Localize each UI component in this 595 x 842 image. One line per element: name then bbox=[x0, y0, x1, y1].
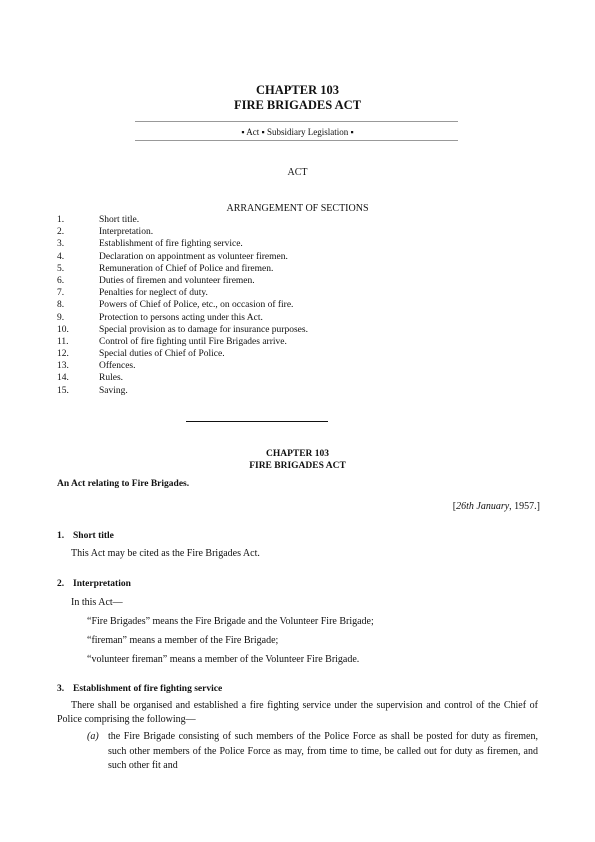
toc-item-title[interactable]: Powers of Chief of Police, etc., on occasion of fire. bbox=[99, 300, 294, 311]
toc-item-title[interactable]: Establishment of fire fighting service. bbox=[99, 239, 243, 250]
toc-item-number: 13. bbox=[57, 361, 69, 372]
toc-item-title[interactable]: Short title. bbox=[99, 215, 140, 225]
toc-item-title[interactable]: Special provision as to damage for insurance purposes. bbox=[99, 324, 308, 335]
toc-item[interactable] bbox=[57, 336, 477, 348]
header-rule-bottom bbox=[135, 140, 458, 141]
toc-item-title[interactable]: Interpretation. bbox=[99, 227, 154, 238]
toc-item[interactable] bbox=[57, 251, 477, 263]
toc-item-title[interactable]: Penalties for neglect of duty. bbox=[99, 288, 208, 299]
toc-item-number: 3. bbox=[57, 239, 65, 250]
section-1-text: This Act may be cited as the Fire Brigades Act. bbox=[71, 548, 260, 559]
act-heading: ACT bbox=[287, 167, 308, 178]
toc-item[interactable] bbox=[57, 214, 477, 226]
act-name-title: FIRE BRIGADES ACT bbox=[233, 98, 362, 112]
toc-item-title[interactable]: Remuneration of Chief of Police and firemen. bbox=[99, 263, 274, 274]
toc-item[interactable] bbox=[57, 299, 477, 311]
toc-item-title[interactable]: Special duties of Chief of Police. bbox=[99, 349, 225, 360]
toc-item-number: 10. bbox=[57, 324, 69, 335]
arrangement-heading: ARRANGEMENT OF SECTIONS bbox=[226, 203, 369, 214]
toc-item[interactable] bbox=[57, 287, 477, 299]
section-divider bbox=[186, 421, 328, 422]
toc-item-number: 12. bbox=[57, 349, 69, 360]
toc-item[interactable] bbox=[57, 385, 477, 397]
toc-item-number: 8. bbox=[57, 300, 65, 311]
toc-item-title[interactable]: Rules. bbox=[99, 373, 124, 384]
toc-item-title[interactable]: Offences. bbox=[99, 361, 136, 372]
header-rule-top bbox=[135, 121, 458, 122]
commencement-date-day: 26th January bbox=[456, 501, 510, 512]
chapter-number: CHAPTER 103 bbox=[256, 83, 339, 97]
toc-item-number: 2. bbox=[57, 227, 65, 238]
toc-item-number: 9. bbox=[57, 312, 65, 323]
body-chapter-number: CHAPTER 103 bbox=[265, 449, 330, 459]
toc-item-title[interactable]: Declaration on appointment as volunteer firemen. bbox=[99, 251, 288, 262]
navigation-links[interactable]: ▪ Act ▪ Subsidiary Legislation ▪ bbox=[241, 127, 354, 137]
definition-fire-brigades: “Fire Brigades” means the Fire Brigade and the Volunteer Fire Brigade; bbox=[87, 616, 374, 627]
section-3-text: There shall be organised and established a fire fighting service under the supervision and control of the Chief of Police comprising the following— bbox=[57, 700, 538, 725]
definition-fireman: “fireman” means a member of the Fire Brigade; bbox=[87, 635, 279, 646]
toc-item-title[interactable]: Saving. bbox=[99, 385, 128, 396]
toc-item-number: 4. bbox=[57, 251, 65, 262]
toc-item[interactable] bbox=[57, 360, 477, 372]
arrangement-of-sections-list bbox=[57, 214, 477, 397]
toc-item[interactable] bbox=[57, 372, 477, 384]
toc-item-title[interactable]: Duties of firemen and volunteer firemen. bbox=[99, 275, 255, 286]
section-1-heading: 1. Short title bbox=[57, 531, 114, 541]
definition-volunteer-fireman: “volunteer fireman” means a member of the Volunteer Fire Brigade. bbox=[87, 654, 360, 665]
toc-item[interactable] bbox=[57, 226, 477, 238]
toc-item[interactable] bbox=[57, 324, 477, 336]
toc-item[interactable] bbox=[57, 275, 477, 287]
commencement-date: [26th January, 1957.] bbox=[452, 501, 540, 512]
toc-item-title[interactable]: Control of fire fighting until Fire Brigades arrive. bbox=[99, 336, 287, 347]
body-act-name: FIRE BRIGADES ACT bbox=[249, 461, 346, 471]
long-title: An Act relating to Fire Brigades. bbox=[57, 479, 190, 489]
section-3-a-label: (a) bbox=[87, 731, 99, 742]
toc-item[interactable] bbox=[57, 312, 477, 324]
toc-item-number: 5. bbox=[57, 263, 65, 274]
toc-item-number: 15. bbox=[57, 385, 69, 396]
toc-item-number: 14. bbox=[57, 373, 69, 384]
section-3-a-text: the Fire Brigade consisting of such members of the Police Force as shall be posted for duty as firemen, such other members of the Police Force as may, from time to time, be called out for duty as firemen, and such other fit and bbox=[108, 731, 538, 771]
toc-item[interactable] bbox=[57, 348, 477, 360]
toc-item-number: 6. bbox=[57, 275, 65, 286]
toc-item-number: 7. bbox=[57, 288, 65, 299]
toc-item-number: 11. bbox=[57, 336, 69, 347]
toc-item[interactable] bbox=[57, 263, 477, 275]
toc-item-number: 1. bbox=[57, 215, 65, 225]
toc-item[interactable] bbox=[57, 238, 477, 250]
toc-item-title[interactable]: Protection to persons acting under this Act. bbox=[99, 312, 263, 323]
section-2-heading: 2. Interpretation bbox=[57, 579, 131, 589]
section-3-heading: 3. Establishment of fire fighting service bbox=[57, 684, 223, 694]
section-2-intro: In this Act— bbox=[71, 597, 123, 608]
